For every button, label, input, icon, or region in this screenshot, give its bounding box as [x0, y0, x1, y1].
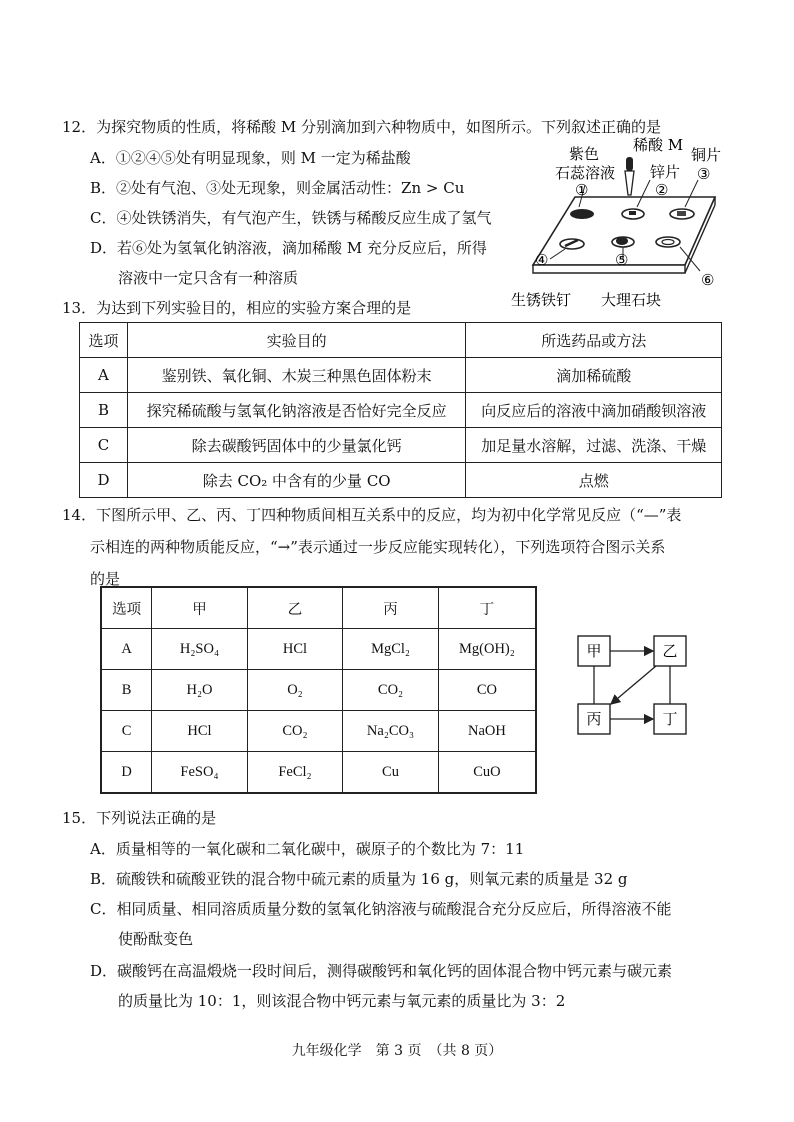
label-n4: ④ — [535, 251, 549, 269]
label-litmus: 石蕊溶液 — [555, 164, 616, 182]
q14-table — [100, 586, 537, 794]
q12-option-a: A．①②④⑤处有明显现象，则 M 一定为稀盐酸 — [90, 149, 411, 167]
table-cell: 探究稀硫酸与氢氧化钠溶液是否恰好完全反应 — [127, 393, 465, 428]
q14-header-bing: 丙 — [343, 587, 439, 629]
table-header-row — [80, 323, 722, 358]
q14-header-jia: 甲 — [152, 587, 248, 629]
q14-header-option: 选项 — [101, 587, 152, 629]
q13-header-option: 选项 — [80, 323, 128, 358]
q15-option-d-cont: 的质量比为 10：1，则该混合物中钙元素与氧元素的质量比为 3：2 — [118, 992, 566, 1010]
table-cell: 滴加稀硫酸 — [466, 358, 722, 393]
q15-option-b: B．硫酸铁和硫酸亚铁的混合物中硫元素的质量为 16 g，则氧元素的质量是 32 g — [90, 870, 628, 888]
table-cell: FeCl₂ — [247, 752, 342, 794]
table-row — [101, 670, 536, 711]
q14-header-ding: 丁 — [438, 587, 536, 629]
table-cell: HCl — [152, 711, 248, 752]
q13-header-method: 所选药品或方法 — [466, 323, 722, 358]
q15-option-d: D．碳酸钙在高温煅烧一段时间后，测得碳酸钙和氧化钙的固体混合物中钙元素与碳元素 — [90, 962, 673, 980]
label-n3: ③ — [697, 165, 711, 183]
table-row — [101, 752, 536, 794]
table-row — [80, 428, 722, 463]
node-ding-label: 丁 — [662, 710, 678, 728]
relation-diagram — [574, 630, 694, 745]
q13-stem: 13．为达到下列实验目的，相应的实验方案合理的是 — [62, 299, 412, 317]
label-n1: ① — [575, 181, 589, 199]
table-row — [101, 711, 536, 752]
table-cell: CO₂ — [343, 670, 439, 711]
q15-option-c-cont: 使酚酞变色 — [118, 930, 194, 948]
edge-yi-bing — [611, 666, 656, 704]
table-cell: 除去碳酸钙固体中的少量氯化钙 — [127, 428, 465, 463]
q13-header-purpose: 实验目的 — [127, 323, 465, 358]
q15-stem: 15．下列说法正确的是 — [62, 809, 217, 827]
label-marble: 大理石块 — [601, 291, 662, 309]
label-acid-m: 稀酸 M — [633, 136, 684, 154]
table-header-row — [101, 587, 536, 629]
page-footer: 九年级化学 第 3 页 （共 8 页） — [291, 1043, 503, 1059]
table-row — [101, 629, 536, 670]
q15-option-c: C．相同质量、相同溶质质量分数的氢氧化钠溶液与硫酸混合充分反应后，所得溶液不能 — [90, 900, 672, 918]
table-cell: CO₂ — [247, 711, 342, 752]
table-cell: 除去 CO₂ 中含有的少量 CO — [127, 463, 465, 498]
q13-table — [79, 322, 722, 498]
table-cell: C — [101, 711, 152, 752]
table-cell: CO — [438, 670, 536, 711]
table-row — [80, 463, 722, 498]
label-n5: ⑤ — [615, 251, 629, 269]
table-cell: MgCl₂ — [343, 629, 439, 670]
q12-option-c: C．④处铁锈消失，有气泡产生，铁锈与稀酸反应生成了氢气 — [90, 209, 492, 227]
label-nail: 生锈铁钉 — [511, 291, 572, 309]
q14-stem-line2: 示相连的两种物质能反应，“→”表示通过一步反应能实现转化），下列选项符合图示关系 — [90, 538, 666, 556]
table-cell: H₂SO₄ — [152, 629, 248, 670]
label-n6: ⑥ — [701, 271, 715, 289]
q12-option-b: B．②处有气泡、③处无现象，则金属活动性：Zn > Cu — [90, 179, 465, 197]
label-purple: 紫色 — [569, 145, 600, 163]
table-cell: A — [101, 629, 152, 670]
node-bing-label: 丙 — [586, 710, 602, 728]
q14-stem-line1: 14．下图所示甲、乙、丙、丁四种物质间相互关系中的反应，均为初中化学常见反应（“—”表 — [62, 506, 682, 524]
q15-option-a: A．质量相等的一氧化碳和二氧化碳中，碳原子的个数比为 7：11 — [90, 840, 525, 858]
table-cell: 鉴别铁、氧化铜、木炭三种黑色固体粉末 — [127, 358, 465, 393]
table-cell: B — [80, 393, 128, 428]
node-jia-label: 甲 — [586, 642, 602, 660]
q14-header-yi: 乙 — [247, 587, 342, 629]
table-cell: Na₂CO₃ — [343, 711, 439, 752]
node-yi-label: 乙 — [662, 642, 678, 660]
table-row — [80, 358, 722, 393]
q12-stem: 12．为探究物质的性质，将稀酸 M 分别滴加到六种物质中，如图所示。下列叙述正确的是 — [62, 118, 661, 136]
table-row — [80, 393, 722, 428]
table-cell: B — [101, 670, 152, 711]
table-cell: Cu — [343, 752, 439, 794]
table-cell: 向反应后的溶液中滴加硝酸钡溶液 — [466, 393, 722, 428]
well-6 — [656, 237, 680, 247]
label-zinc: 锌片 — [650, 163, 681, 181]
table-cell: C — [80, 428, 128, 463]
well-1 — [570, 209, 594, 219]
q12-option-d: D．若⑥处为氢氧化钠溶液，滴加稀酸 M 充分反应后，所得 — [90, 239, 487, 257]
dropper-bulb-icon — [626, 157, 633, 171]
dropper-icon — [625, 171, 634, 195]
spot-plate-figure — [505, 135, 730, 315]
table-cell: O₂ — [247, 670, 342, 711]
label-n2: ② — [655, 181, 669, 199]
label-copper: 铜片 — [691, 146, 722, 164]
table-cell: HCl — [247, 629, 342, 670]
table-cell: NaOH — [438, 711, 536, 752]
table-cell: D — [101, 752, 152, 794]
table-cell: D — [80, 463, 128, 498]
table-cell: CuO — [438, 752, 536, 794]
table-cell: 点燃 — [466, 463, 722, 498]
spot-plate-edge — [533, 265, 685, 273]
q12-option-d-cont: 溶液中一定只含有一种溶质 — [118, 269, 299, 287]
table-cell: A — [80, 358, 128, 393]
table-cell: H₂O — [152, 670, 248, 711]
table-cell: FeSO₄ — [152, 752, 248, 794]
table-cell: 加足量水溶解，过滤、洗涤、干燥 — [466, 428, 722, 463]
q14-stem-line3: 的是 — [90, 570, 121, 588]
table-cell: Mg(OH)₂ — [438, 629, 536, 670]
